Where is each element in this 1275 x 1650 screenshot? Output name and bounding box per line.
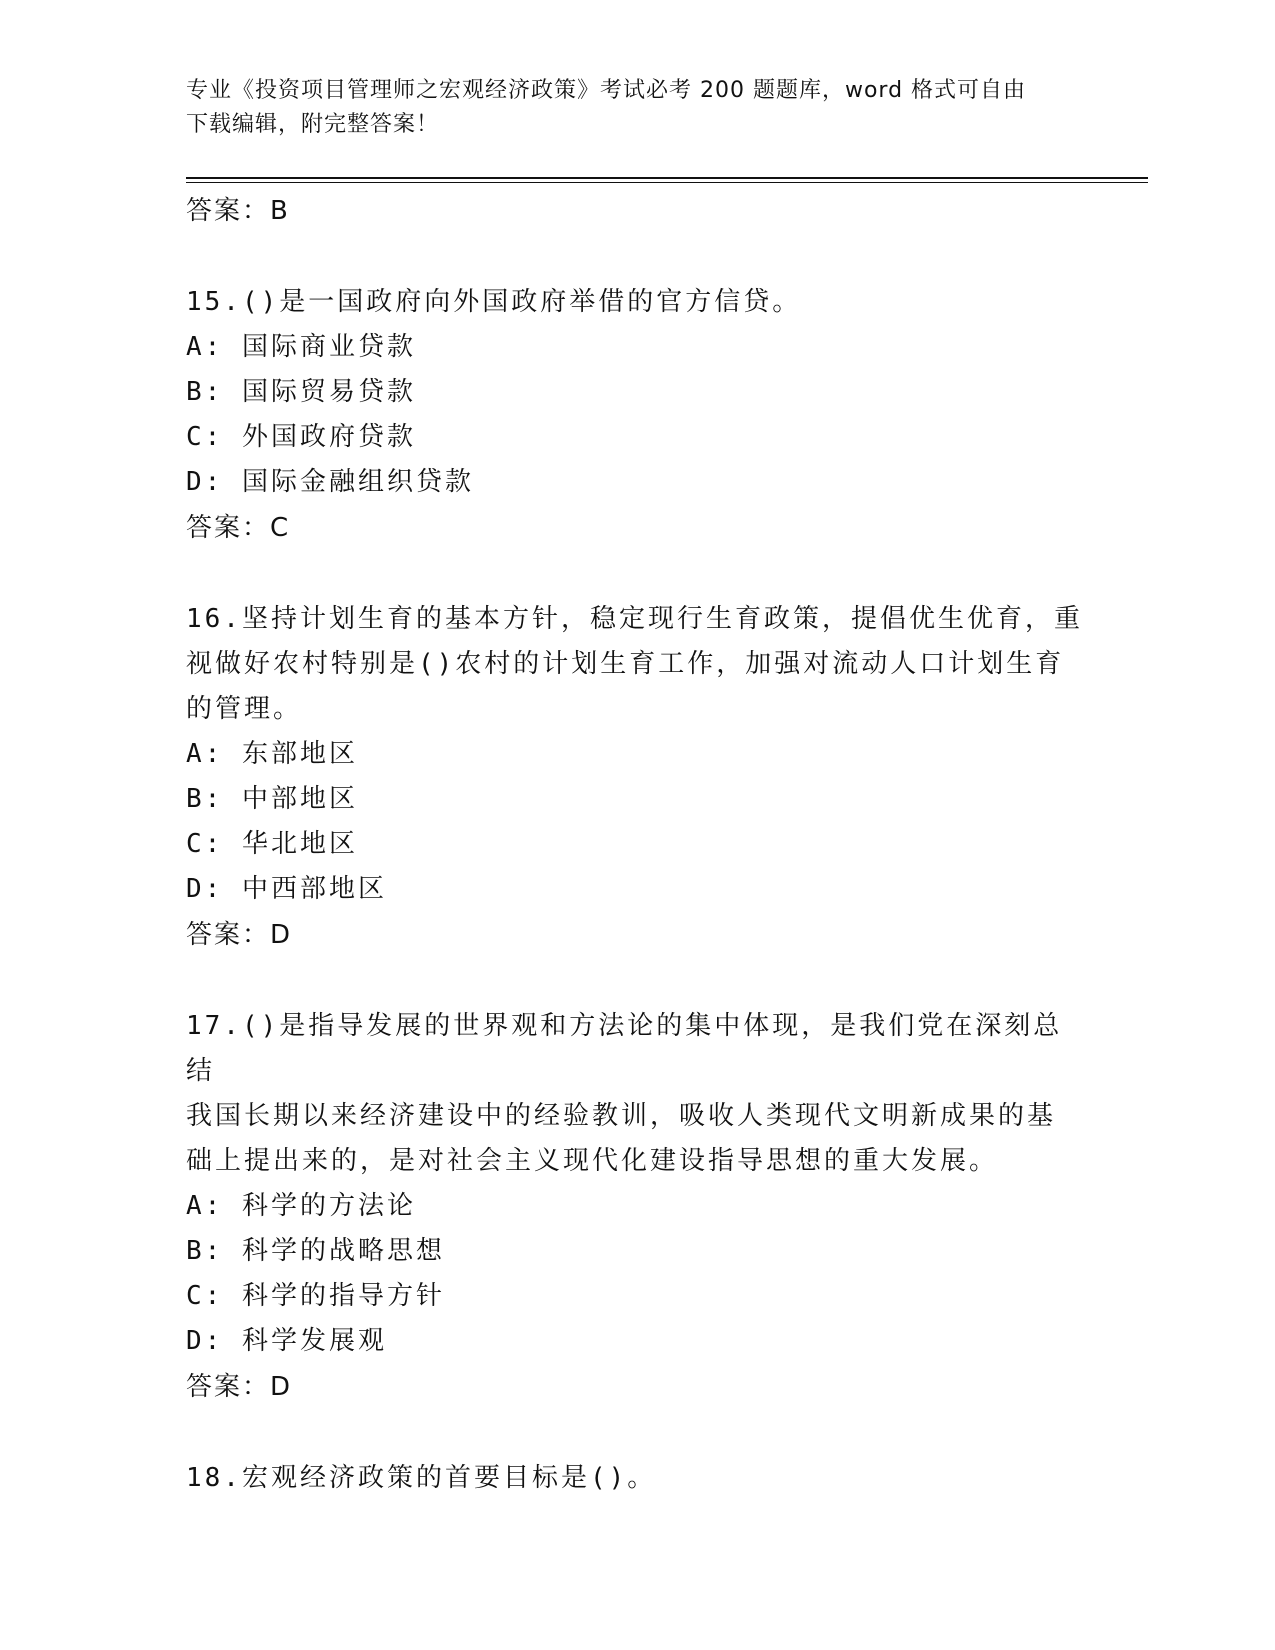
document-header	[186, 74, 1066, 142]
question-stem-line-1: 17.()是指导发展的世界观和方法论的集中体现，是我们党在深刻总结	[186, 1011, 1063, 1086]
spacer	[186, 958, 1086, 1004]
option-a: A: 东部地区	[186, 739, 358, 769]
question-stem: 18.宏观经济政策的首要目标是()。	[186, 1463, 657, 1493]
option-b: B: 中部地区	[186, 784, 358, 814]
option-a: A: 科学的方法论	[186, 1191, 416, 1221]
question-list	[186, 188, 1086, 1501]
option-c: C: 科学的指导方针	[186, 1281, 445, 1311]
spacer	[186, 1410, 1086, 1456]
question-17	[186, 1004, 1086, 1410]
answer-15: 答案：C	[186, 513, 291, 543]
header-line-2: 下载编辑，附完整答案！	[186, 112, 440, 137]
option-b: B: 国际贸易贷款	[186, 377, 416, 407]
answer-17: 答案：D	[186, 1372, 293, 1402]
option-c: C: 华北地区	[186, 829, 358, 859]
question-stem-line-3: 础上提出来的，是对社会主义现代化建设指导思想的重大发展。	[186, 1146, 999, 1176]
question-stem-line-2: 我国长期以来经济建设中的经验教训，吸收人类现代文明新成果的基	[186, 1101, 1057, 1131]
spacer	[186, 234, 1086, 280]
option-a: A: 国际商业贷款	[186, 332, 416, 362]
option-d: D: 中西部地区	[186, 874, 387, 904]
question-stem-line-2: 视做好农村特别是()农村的计划生育工作，加强对流动人口计划生育	[186, 649, 1065, 679]
option-d: D: 科学发展观	[186, 1326, 387, 1356]
question-stem-line-1: 16.坚持计划生育的基本方针，稳定现行生育政策，提倡优生优育，重	[186, 604, 1083, 634]
spacer	[186, 551, 1086, 597]
answer-16: 答案：D	[186, 920, 293, 950]
question-stem-line-3: 的管理。	[186, 694, 303, 724]
question-18	[186, 1456, 1086, 1501]
question-16	[186, 597, 1086, 958]
option-b: B: 科学的战略思想	[186, 1236, 445, 1266]
question-stem: 15.()是一国政府向外国政府举借的官方信贷。	[186, 287, 802, 317]
option-c: C: 外国政府贷款	[186, 422, 416, 452]
header-rule-thin	[186, 182, 1148, 183]
option-d: D: 国际金融组织贷款	[186, 467, 474, 497]
header-rule-thick	[186, 177, 1148, 179]
answer-14: 答案：B	[186, 196, 290, 226]
header-line-1: 专业《投资项目管理师之宏观经济政策》考试必考 200 题题库，word 格式可自由	[186, 78, 1027, 103]
question-15	[186, 280, 1086, 551]
